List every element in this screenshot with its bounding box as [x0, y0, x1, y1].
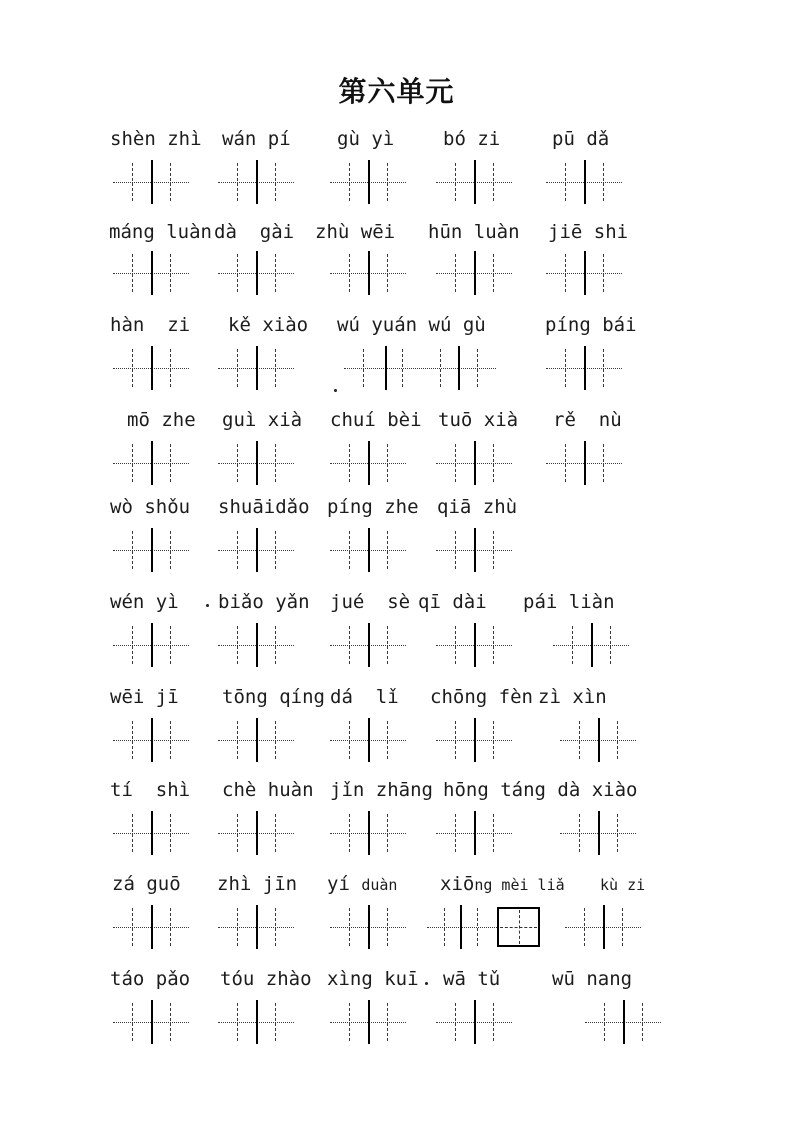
pinyin-segment: hūn luàn [428, 221, 520, 243]
pinyin-word [222, 408, 302, 432]
writing-grid-pair [546, 444, 622, 482]
pinyin-segment: píng bái [545, 314, 637, 336]
grid-dashed-line [237, 531, 238, 569]
pinyin-word [110, 967, 190, 991]
grid-dashed-line [610, 626, 611, 664]
grid-dashed-line [387, 254, 388, 292]
grid-divider-line [256, 905, 258, 949]
grid-divider-line [460, 905, 462, 949]
grid-divider-line [368, 441, 370, 485]
grid-divider-line [256, 811, 258, 855]
grid-divider-line [368, 251, 370, 295]
pinyin-segment: dà gài [214, 221, 295, 243]
grid-dashed-line [603, 444, 604, 482]
pinyin-word [127, 408, 196, 432]
grid-divider-line [256, 346, 258, 390]
grid-divider-line [151, 623, 153, 667]
grid-divider-line [368, 811, 370, 855]
pinyin-word [330, 778, 433, 802]
pinyin-segment: wēi jī [110, 686, 179, 708]
grid-divider-line [474, 441, 476, 485]
grid-divider-line [256, 718, 258, 762]
pinyin-word [217, 872, 297, 896]
pinyin-segment: duàn [361, 876, 398, 894]
pinyin-segment: guì xià [222, 409, 303, 431]
grid-divider-line [256, 528, 258, 572]
pinyin-word [443, 127, 500, 151]
grid-dashed-line [387, 626, 388, 664]
pinyin-segment: hàn zi [110, 314, 191, 336]
grid-divider-line [584, 251, 586, 295]
grid-dashed-line [170, 814, 171, 852]
grid-dashed-line [440, 349, 441, 387]
grid-divider-line [458, 346, 460, 390]
pinyin-word [552, 127, 609, 151]
grid-dashed-line [579, 721, 580, 759]
pinyin-word [110, 313, 190, 337]
grid-dashed-line [275, 908, 276, 946]
pinyin-segment: wú yuán wú gù [337, 314, 486, 336]
grid-dashed-line [477, 349, 478, 387]
grid-dashed-line [275, 531, 276, 569]
grid-dashed-line [387, 721, 388, 759]
grid-dashed-line [444, 908, 445, 946]
writing-grid-pair [113, 163, 189, 201]
grid-dashed-line [642, 1003, 643, 1041]
grid-dashed-line [132, 814, 133, 852]
pinyin-segment: pái liàn [523, 591, 615, 613]
grid-center-line [344, 368, 496, 369]
grid-divider-line [368, 528, 370, 572]
grid-dashed-line [603, 254, 604, 292]
grid-dashed-line [237, 626, 238, 664]
grid-divider-line [598, 811, 600, 855]
grid-dashed-line [237, 349, 238, 387]
pinyin-word [430, 685, 533, 709]
grid-dashed-line [493, 626, 494, 664]
grid-dashed-line [237, 908, 238, 946]
pinyin-segment: dá lǐ [330, 686, 399, 708]
pinyin-segment: pū dǎ [552, 128, 610, 150]
grid-divider-line [598, 718, 600, 762]
grid-divider-line [584, 346, 586, 390]
pinyin-segment: kě xiào [228, 314, 309, 336]
pinyin-word [214, 220, 294, 244]
pinyin-segment: qī dài [418, 591, 487, 613]
grid-divider-line [151, 718, 153, 762]
pinyin-word [337, 127, 394, 151]
pinyin-word [110, 685, 179, 709]
pinyin-segment: zì xìn [538, 686, 607, 708]
grid-dashed-line [237, 721, 238, 759]
grid-dashed-line [565, 163, 566, 201]
pinyin-word [437, 495, 517, 519]
writing-grid-pair [218, 163, 294, 201]
pinyin-segment: shuāidǎo [218, 496, 310, 518]
pinyin-word [222, 778, 314, 802]
grid-dashed-line [455, 1003, 456, 1041]
grid-dashed-line [493, 531, 494, 569]
stray-ink-dot [206, 604, 209, 607]
grid-dashed-line [617, 814, 618, 852]
writing-grid-pair [436, 254, 512, 292]
writing-grid-pair [218, 908, 294, 946]
pinyin-word [218, 590, 310, 614]
grid-dashed-line [387, 814, 388, 852]
pinyin-segment: xìng kuī [327, 968, 419, 990]
pinyin-segment: jué sè [330, 591, 411, 613]
grid-dashed-line [565, 254, 566, 292]
grid-dashed-line [477, 908, 478, 946]
writing-grid-pair [330, 1003, 406, 1041]
writing-grid-pair [218, 254, 294, 292]
grid-divider-line [368, 1000, 370, 1044]
pinyin-segment: ng mèi liǎ [474, 876, 565, 894]
grid-dashed-line [132, 349, 133, 387]
writing-grid-pair [330, 908, 406, 946]
grid-divider-line [151, 346, 153, 390]
grid-divider-line [474, 528, 476, 572]
pinyin-word [330, 408, 422, 432]
writing-grid-pair [218, 721, 294, 759]
pinyin-word [553, 408, 622, 432]
pinyin-segment: jiē shi [548, 221, 629, 243]
grid-divider-line [256, 251, 258, 295]
pinyin-word [438, 408, 518, 432]
pinyin-segment: hōng táng dà xiào [443, 779, 638, 801]
grid-divider-line [256, 441, 258, 485]
grid-dashed-line [387, 163, 388, 201]
pinyin-word [110, 590, 179, 614]
grid-dashed-line [455, 531, 456, 569]
writing-grid-pair [113, 721, 189, 759]
grid-divider-line [151, 905, 153, 949]
pinyin-segment: biǎo yǎn [218, 591, 310, 613]
pinyin-word [440, 872, 565, 897]
grid-dashed-line [349, 908, 350, 946]
grid-divider-line [385, 346, 387, 390]
grid-dashed-line [387, 444, 388, 482]
writing-grid-pair [436, 626, 512, 664]
writing-grid-pair [113, 908, 189, 946]
writing-grid-pair-box [427, 908, 540, 946]
pinyin-segment: máng luàn [109, 221, 212, 243]
pinyin-word [330, 590, 410, 614]
grid-divider-line [151, 1000, 153, 1044]
grid-divider-line [584, 160, 586, 204]
writing-grid-pair [218, 1003, 294, 1041]
grid-divider-line [584, 441, 586, 485]
writing-grid-pair [436, 721, 512, 759]
pinyin-word [315, 220, 395, 244]
pinyin-segment: zhù wēi [315, 221, 396, 243]
writing-grid-pair [546, 254, 622, 292]
grid-divider-line [603, 905, 605, 949]
writing-grid-pair [113, 349, 189, 387]
pinyin-word [548, 220, 628, 244]
pinyin-segment: píng zhe [327, 496, 419, 518]
grid-dashed-line [132, 1003, 133, 1041]
pinyin-segment: wán pí [222, 128, 291, 150]
grid-dashed-line [170, 349, 171, 387]
writing-grid-pair [330, 721, 406, 759]
writing-grid-pair [546, 163, 622, 201]
grid-dashed-line [170, 1003, 171, 1041]
grid-divider-line [623, 1000, 625, 1044]
grid-dashed-line [584, 908, 585, 946]
pinyin-segment: kù zi [600, 876, 646, 894]
grid-dashed-line [604, 1003, 605, 1041]
pinyin-word [418, 590, 487, 614]
writing-grid-pair [436, 1003, 512, 1041]
pinyin-segment: tí shì [110, 779, 191, 801]
pinyin-segment: rě nù [553, 409, 622, 431]
stray-ink-dot [334, 389, 337, 392]
pinyin-segment: chuí bèi [330, 409, 422, 431]
writing-grid-pair [330, 163, 406, 201]
pinyin-word [112, 872, 181, 896]
writing-grid-pair [436, 163, 512, 201]
grid-dashed-line [170, 626, 171, 664]
writing-grid-pair [546, 349, 622, 387]
writing-grid-pair [330, 814, 406, 852]
pinyin-segment: bó zi [443, 128, 501, 150]
grid-dashed-line [170, 908, 171, 946]
grid-dashed-line [275, 254, 276, 292]
pinyin-segment: mō zhe [127, 409, 196, 431]
grid-divider-line [151, 811, 153, 855]
grid-dashed-line [493, 163, 494, 201]
writing-grid-pair [565, 908, 641, 946]
grid-dashed-line [402, 349, 403, 387]
grid-divider-line [151, 251, 153, 295]
pinyin-word [222, 685, 325, 709]
grid-dashed-line [132, 908, 133, 946]
grid-dashed-line [387, 531, 388, 569]
grid-dashed-line [349, 531, 350, 569]
grid-dashed-line [275, 444, 276, 482]
grid-dashed-line [132, 254, 133, 292]
pinyin-word [327, 967, 419, 991]
writing-grid-pair [218, 814, 294, 852]
grid-divider-line [256, 160, 258, 204]
pinyin-segment: wā tǔ [443, 968, 501, 990]
pinyin-segment: tōng qíng [222, 686, 325, 708]
grid-dashed-line [349, 814, 350, 852]
grid-dashed-line [275, 721, 276, 759]
writing-grid-pair [560, 814, 636, 852]
grid-divider-line [474, 623, 476, 667]
grid-dashed-line [349, 254, 350, 292]
writing-grid-pair [553, 626, 629, 664]
writing-grid-pair [113, 531, 189, 569]
grid-divider-line [151, 528, 153, 572]
grid-dashed-line [349, 444, 350, 482]
writing-grid-pair [330, 444, 406, 482]
pinyin-word [600, 872, 645, 897]
grid-dashed-line [349, 163, 350, 201]
pinyin-word [552, 967, 632, 991]
writing-grid-pair [436, 814, 512, 852]
grid-dashed-line [493, 721, 494, 759]
writing-grid-pair [585, 1003, 661, 1041]
writing-grid-pair [218, 444, 294, 482]
grid-dashed-line [237, 444, 238, 482]
grid-divider-line [151, 441, 153, 485]
grid-divider-line [474, 811, 476, 855]
grid-dashed-line [622, 908, 623, 946]
grid-dashed-line [455, 626, 456, 664]
pinyin-segment: qiā zhù [437, 496, 518, 518]
writing-grid-pair [113, 814, 189, 852]
writing-grid-pair [113, 254, 189, 292]
pinyin-word [228, 313, 308, 337]
grid-dashed-line [363, 349, 364, 387]
grid-divider-line [368, 160, 370, 204]
grid-dashed-line [170, 163, 171, 201]
grid-dashed-line [493, 254, 494, 292]
pinyin-word [538, 685, 607, 709]
pinyin-word [110, 778, 190, 802]
pinyin-word [443, 778, 637, 802]
grid-dashed-line [132, 444, 133, 482]
grid-dashed-line [237, 163, 238, 201]
pinyin-word [218, 495, 310, 519]
stray-ink-dot [425, 982, 428, 985]
pinyin-segment: zhì jīn [217, 873, 298, 895]
grid-dashed-line [603, 349, 604, 387]
pinyin-word [545, 313, 637, 337]
grid-dashed-line [617, 721, 618, 759]
pinyin-segment: chè huàn [222, 779, 314, 801]
grid-dashed-line [170, 721, 171, 759]
pinyin-word [330, 685, 399, 709]
pinyin-segment: tóu zhào [220, 968, 312, 990]
pinyin-segment: jǐn zhāng [330, 779, 433, 801]
grid-dashed-line [387, 908, 388, 946]
grid-dashed-line [455, 254, 456, 292]
grid-dashed-line [170, 254, 171, 292]
pinyin-segment: wū nang [552, 968, 633, 990]
grid-dashed-line [349, 626, 350, 664]
pinyin-segment: gù yì [337, 128, 395, 150]
grid-dashed-line [579, 814, 580, 852]
pinyin-segment: xiō [440, 873, 475, 895]
grid-divider-line [368, 905, 370, 949]
pinyin-word [220, 967, 312, 991]
grid-divider-line [474, 1000, 476, 1044]
grid-dashed-line [237, 1003, 238, 1041]
pinyin-word [337, 313, 486, 337]
grid-divider-line [591, 623, 593, 667]
grid-dashed-line [603, 163, 604, 201]
pinyin-word [327, 872, 397, 897]
grid-divider-line [474, 160, 476, 204]
pinyin-segment: zá guō [112, 873, 181, 895]
grid-dashed-line [455, 814, 456, 852]
grid-divider-line [474, 718, 476, 762]
grid-dashed-line [275, 163, 276, 201]
grid-dashed-line [170, 531, 171, 569]
writing-grid-pair [218, 626, 294, 664]
grid-dashed-line [275, 1003, 276, 1041]
pinyin-segment: wò shǒu [110, 496, 191, 518]
grid-dashed-line [132, 163, 133, 201]
box-dashed-vertical [519, 910, 520, 944]
writing-grid-pair [436, 531, 512, 569]
grid-dashed-line [493, 1003, 494, 1041]
grid-dashed-line [387, 1003, 388, 1041]
grid-dashed-line [237, 814, 238, 852]
grid-dashed-line [493, 444, 494, 482]
pinyin-word [428, 220, 520, 244]
grid-center-line [427, 927, 497, 928]
writing-grid-pair [560, 721, 636, 759]
pinyin-segment: wén yì [110, 591, 179, 613]
pinyin-word [523, 590, 615, 614]
grid-dashed-line [132, 626, 133, 664]
writing-grid-pair [113, 444, 189, 482]
writing-grid-pair [218, 349, 294, 387]
grid-dashed-line [565, 349, 566, 387]
pinyin-word [443, 967, 500, 991]
pinyin-word [222, 127, 291, 151]
writing-grid-pair [113, 1003, 189, 1041]
pinyin-word [109, 220, 212, 244]
grid-dashed-line [572, 626, 573, 664]
grid-divider-line [368, 718, 370, 762]
grid-dashed-line [455, 444, 456, 482]
grid-dashed-line [349, 721, 350, 759]
grid-dashed-line [275, 349, 276, 387]
writing-grid-pair [113, 626, 189, 664]
grid-dashed-line [237, 254, 238, 292]
writing-grid-pair [436, 444, 512, 482]
grid-box-cell [497, 907, 540, 947]
grid-dashed-line [275, 626, 276, 664]
grid-dashed-line [455, 163, 456, 201]
grid-dashed-line [565, 444, 566, 482]
grid-dashed-line [455, 721, 456, 759]
pinyin-segment: tuō xià [438, 409, 519, 431]
grid-dashed-line [132, 531, 133, 569]
pinyin-word [327, 495, 419, 519]
pinyin-segment: shèn zhì [110, 128, 202, 150]
pinyin-segment: táo pǎo [110, 968, 191, 990]
writing-grid-pair [330, 254, 406, 292]
pinyin-word [110, 127, 202, 151]
grid-dashed-line [170, 444, 171, 482]
pinyin-word [110, 495, 190, 519]
grid-divider-line [151, 160, 153, 204]
pinyin-segment: yí [327, 873, 362, 895]
grid-divider-line [256, 1000, 258, 1044]
grid-divider-line [256, 623, 258, 667]
writing-grid-quad [344, 349, 496, 387]
worksheet-title: 第六单元 [338, 76, 455, 107]
grid-dashed-line [132, 721, 133, 759]
writing-grid-pair [218, 531, 294, 569]
writing-grid-pair [330, 626, 406, 664]
grid-divider-line [368, 623, 370, 667]
writing-grid-pair [330, 531, 406, 569]
grid-dashed-line [275, 814, 276, 852]
grid-dashed-line [493, 814, 494, 852]
grid-divider-line [474, 251, 476, 295]
grid-dashed-line [349, 1003, 350, 1041]
pinyin-segment: chōng fèn [430, 686, 533, 708]
